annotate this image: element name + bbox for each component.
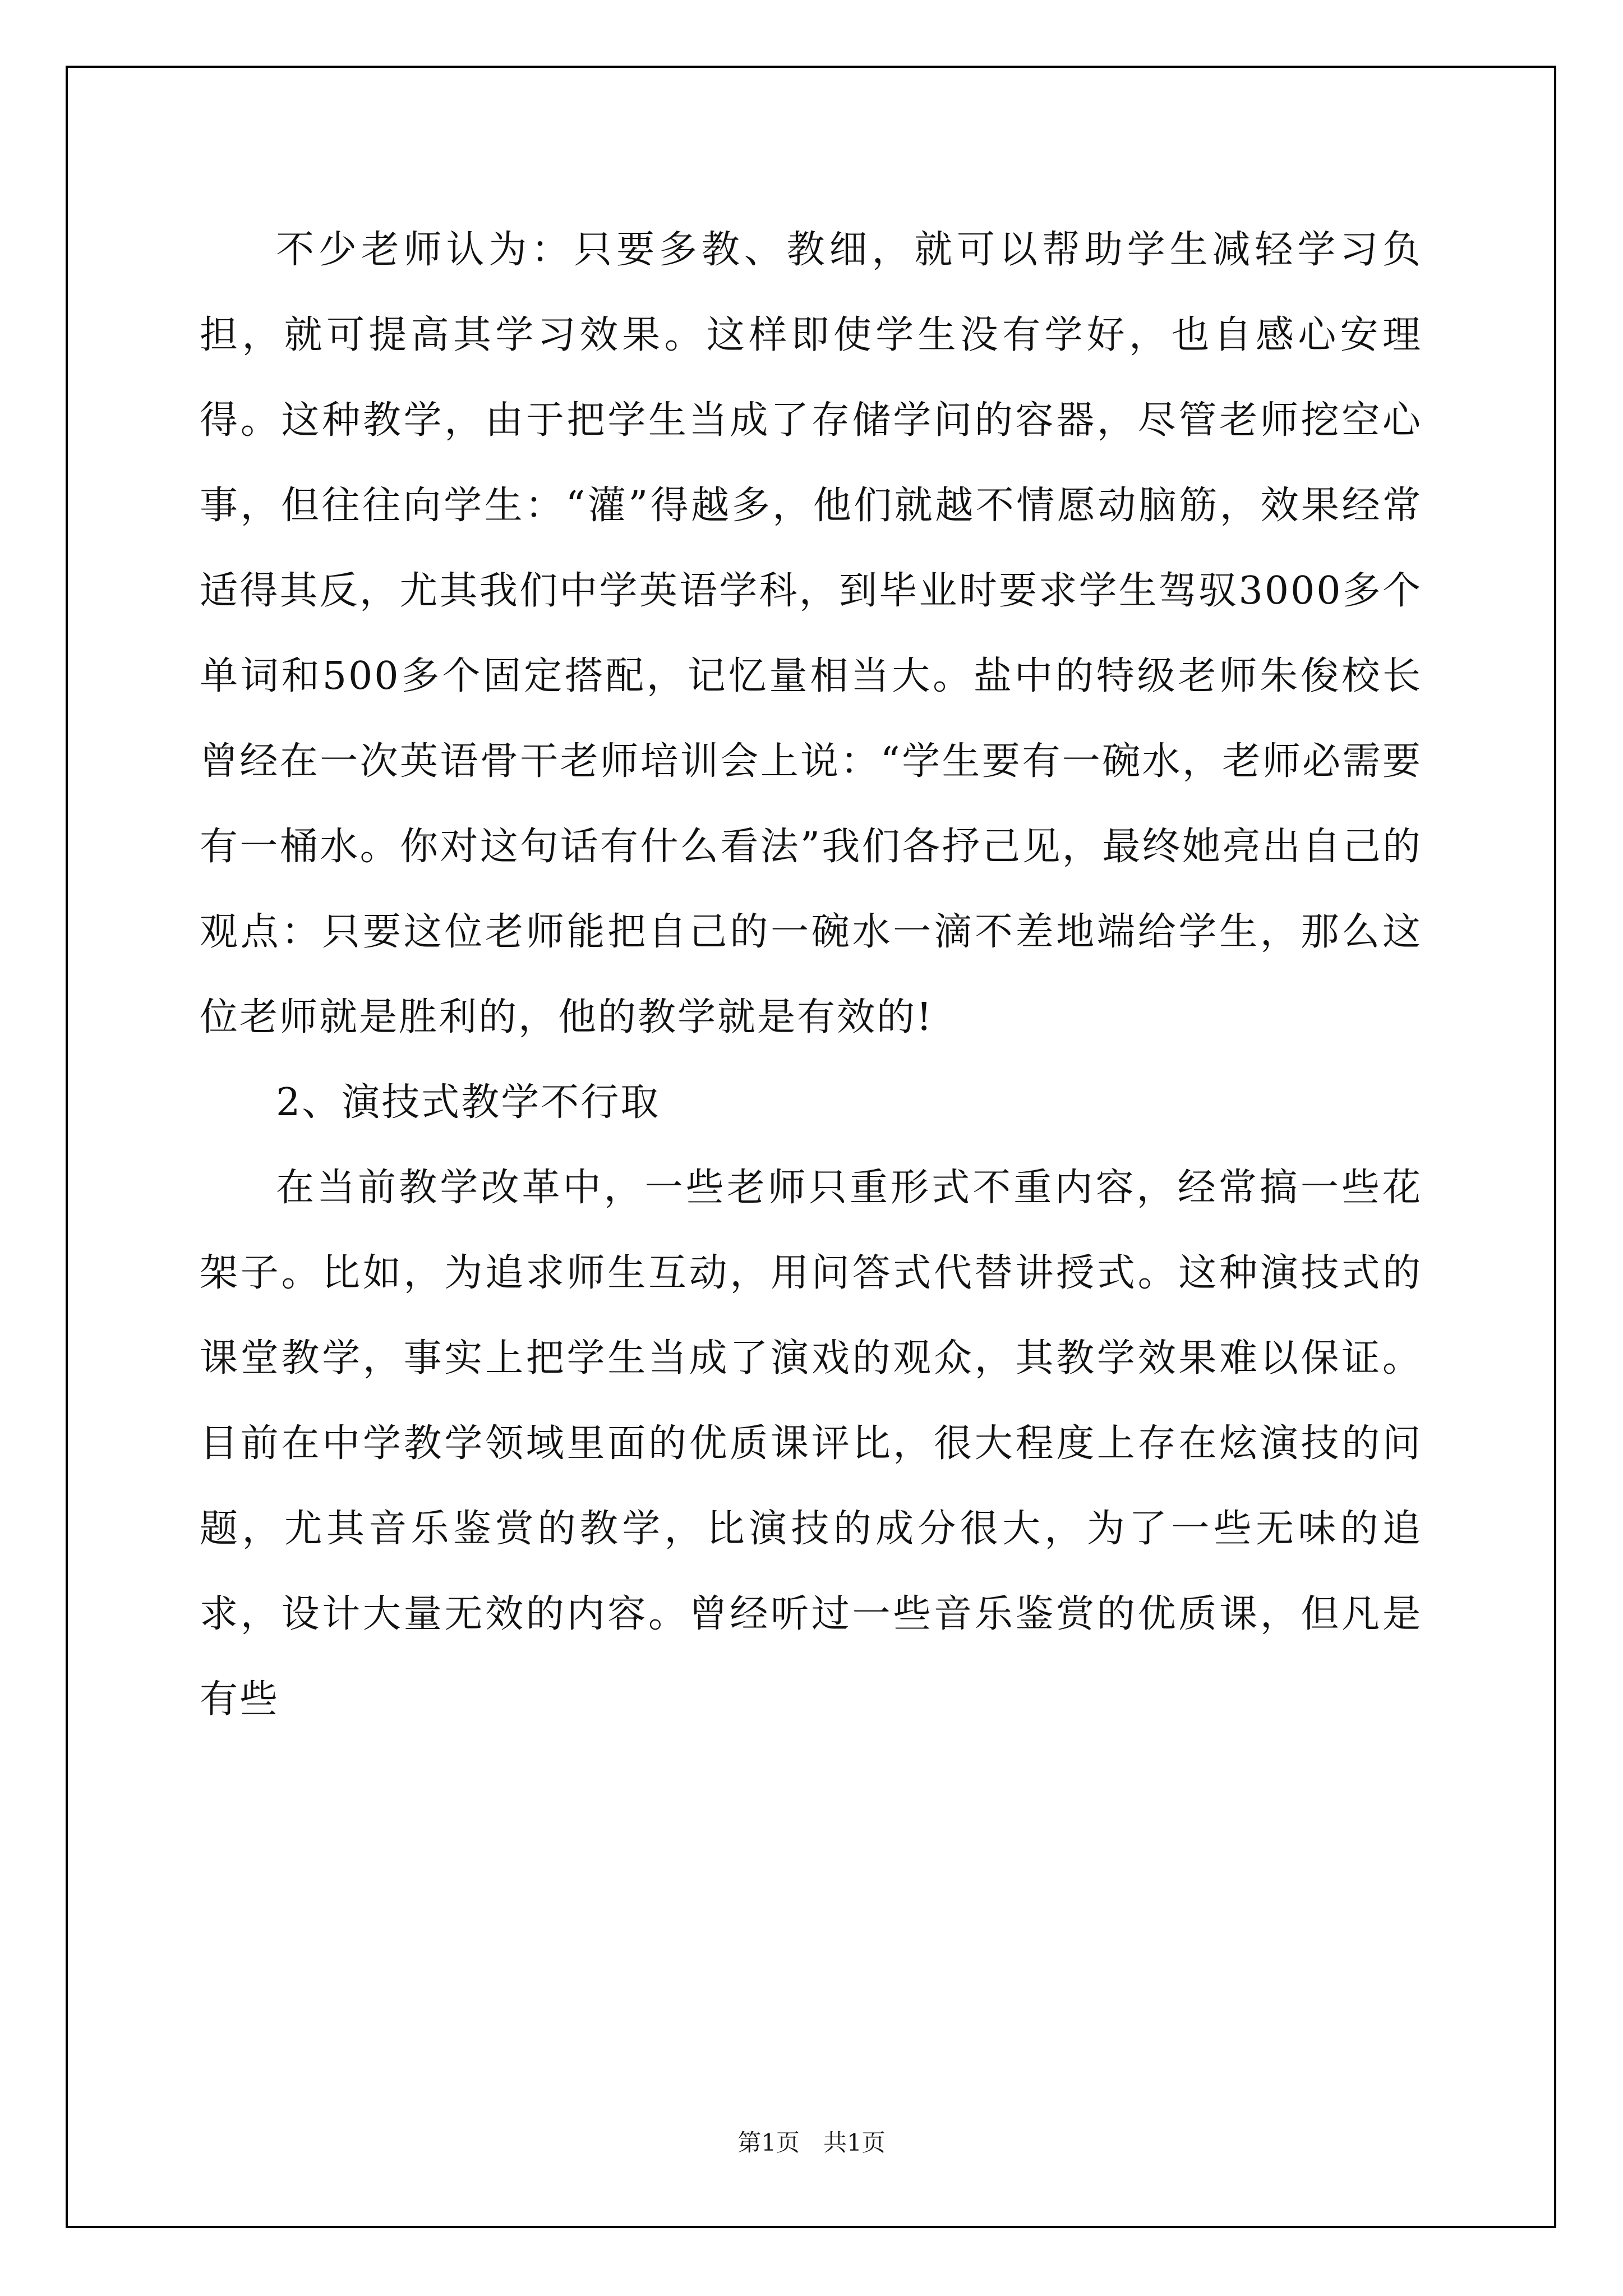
section-heading: 2、演技式教学不行取 [276, 1080, 661, 1125]
page-number: 第1页 共1页 [737, 2129, 886, 2156]
document-body [200, 208, 1422, 1742]
paragraph-2: 在当前教学改革中，一些老师只重形式不重内容，经常搞一些花架子。比如，为追求师生互动，用问答式代替讲授式。这种演技式的课堂教学，事实上把学生当成了演戏的观众，其教学效果难以保证。目前在中学教学领域里面的优质课评比，很大程度上存在炫演技的问题，尤其音乐鉴赏的教学，比演技的成分很大，为了一些无味的追求，设计大量无效的内容。曾经听过一些音乐鉴赏的优质课，但凡是有些 [200, 1166, 1422, 1722]
paragraph-1: 不少老师认为：只要多教、教细，就可以帮助学生减轻学习负担，就可提高其学习效果。这样即使学生没有学好，也自感心安理得。这种教学，由于把学生当成了存储学问的容器，尽管老师挖空心事，但往往向学生：“灌”得越多，他们就越不情愿动脑筋，效果经常适得其反，尤其我们中学英语学科，到毕业时要求学生驾驭3000多个单词和500多个固定搭配，记忆量相当大。盐中的特级老师朱俊校长曾经在一次英语骨干老师培训会上说：“学生要有一碗水，老师必需要有一桶水。你对这句话有什么看法”我们各抒己见，最终她亮出自己的观点：只要这位老师能把自己的一碗水一滴不差地端给学生，那么这位老师就是胜利的，他的教学就是有效的! [200, 228, 1422, 1039]
